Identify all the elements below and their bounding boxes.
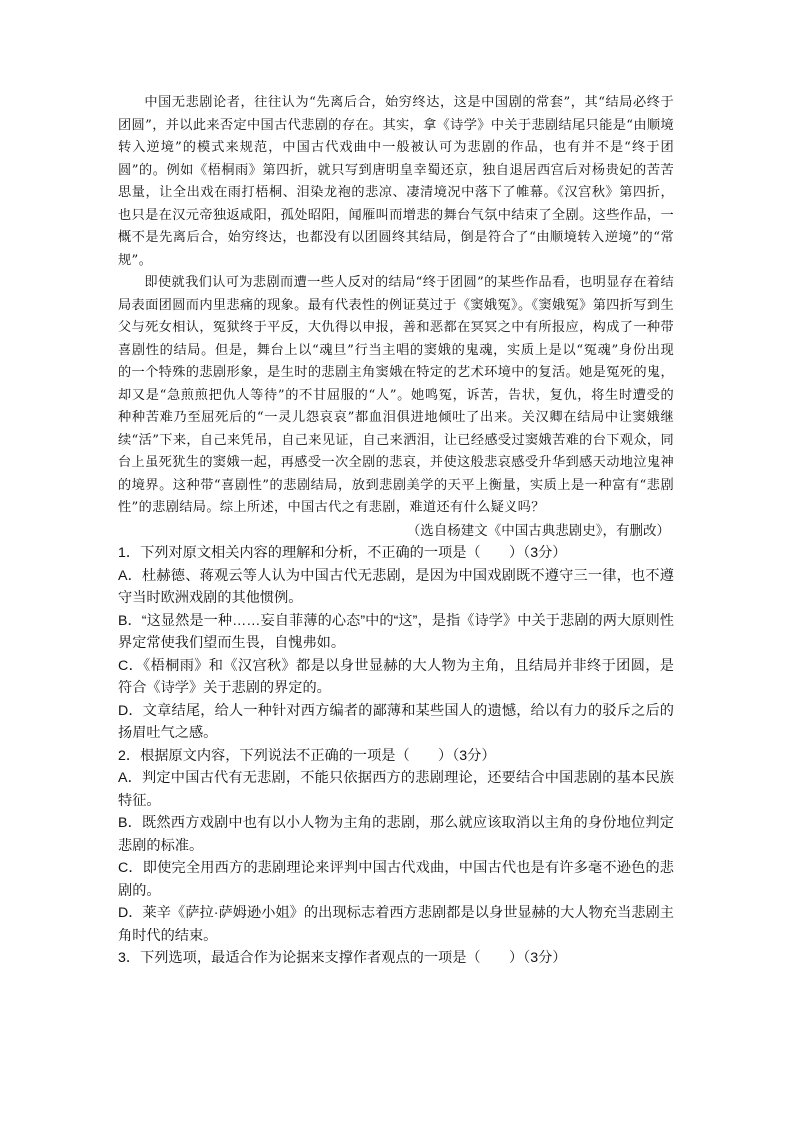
- document-page: [118, 92, 674, 970]
- option-c: C．《梧桐雨》和《汉宫秋》都是以身世显赫的大人物为主角，且结局并非终于团圆，是符合《诗学》关于悲剧的界定的。: [118, 657, 674, 696]
- question-1: [118, 542, 674, 745]
- option-b: B．“这显然是一种……妄自菲薄的心态”中的“这”，是指《诗学》中关于悲剧的两大原则性界定常使我们望而生畏，自愧弗如。: [118, 612, 674, 651]
- option-a: A．判定中国古代有无悲剧，不能只依据西方的悲剧理论，还要结合中国悲剧的基本民族特征。: [118, 770, 674, 809]
- option-a: A．杜赫德、蒋观云等人认为中国古代无悲剧，是因为中国戏剧既不遵守三一律，也不遵守当时欧洲戏剧的其他惯例。: [118, 567, 674, 606]
- option-c: C．即使完全用西方的悲剧理论来评判中国古代戏曲，中国古代也是有许多毫不逊色的悲剧的。: [118, 860, 674, 899]
- question-stem: 2．根据原文内容，下列说法不正确的一项是（ ）（3分）: [118, 747, 496, 764]
- option-d: D．文章结尾，给人一种针对西方编者的鄙薄和某些国人的遗憾，给以有力的驳斥之后的扬眉吐气之感。: [118, 702, 674, 741]
- question-stem: 1．下列对原文相关内容的理解和分析，不正确的一项是（ ）（3分）: [118, 545, 567, 561]
- question-2: [118, 745, 674, 948]
- passage-paragraph-2: 即使就我们认可为悲剧而遭一些人反对的结局“终于团圆”的某些作品看，也明显存在着结局表面团圆而内里悲痛的现象。最有代表性的例证莫过于《窦娥冤》。《窦娥冤》第四折写到生父与死女相认，冤狱终于平反，大仇得以申报，善和恶都在冥冥之中有所报应，构成了一种带喜剧性的结局。但是，舞台上以“魂旦”行当主唱的窦娥的鬼魂，实质上是以“冤魂”身份出现的一个特殊的悲剧形象，是生时的悲剧主角窦娥在特定的艺术环境中的复活。她是冤死的鬼，却又是“急煎煎把仇人等待”的不甘屈服的“人”。她鸣冤，诉苦，告状，复仇，将生时遭受的种种苦难乃至屈死后的“一灵儿怨哀哀”都血泪俱进地倾吐了出来。关汉卿在结局中让窦娥继续“活”下来，自己来凭吊，自己来见证，自己来洒泪，让已经感受过窦娥苦难的台下观众，同台上虽死犹生的窦娥一起，再感受一次全剧的悲哀，并使这般悲哀感受升华到感天动地泣鬼神的境界。这种带“喜剧性”的悲剧结局，放到悲剧美学的天平上衡量，实质上是一种富有“悲剧性”的悲剧结局。综上所述，中国古代之有悲剧，难道还有什么疑义吗？: [118, 275, 674, 515]
- option-d: D．莱辛《萨拉·萨姆逊小姐》的出现标志着西方悲剧都是以身世显赫的大人物充当悲剧主角时代的结束。: [118, 905, 674, 944]
- question-stem: 3．下列选项，最适合作为论据来支撑作者观点的一项是（ ）（3分）: [118, 950, 567, 966]
- question-3: [118, 947, 674, 970]
- passage-paragraph-1: 中国无悲剧论者，往往认为“先离后合，始穷终达，这是中国剧的常套”，其“结局必终于团圆”，并以此来否定中国古代悲剧的存在。其实，拿《诗学》中关于悲剧结尾只能是“由顺境转入逆境”的模式来规范，中国古代戏曲中一般被认可为悲剧的作品，也有并不是“终于团圆”的。例如《梧桐雨》第四折，就只写到唐明皇幸蜀还京，独自退居西宫后对杨贵妃的苦苦思量，让全出戏在雨打梧桐、泪染龙袍的悲凉、凄清境况中落下了帷幕。《汉宫秋》第四折，也只是在汉元帝独返咸阳，孤处昭阳，闻雁叫而增悲的舞台气氛中结束了全剧。这些作品，一概不是先离后合，始穷终达，也都没有以团圆终其结局，倒是符合了“由顺境转入逆境”的“常规”。: [118, 95, 674, 268]
- reading-passage: [118, 92, 674, 520]
- source-citation: （选自杨建文《中国古典悲剧史》，有删改）: [406, 522, 670, 539]
- option-b: B．既然西方戏剧中也有以小人物为主角的悲剧，那么就应该取消以主角的身份地位判定悲剧的标准。: [118, 815, 674, 854]
